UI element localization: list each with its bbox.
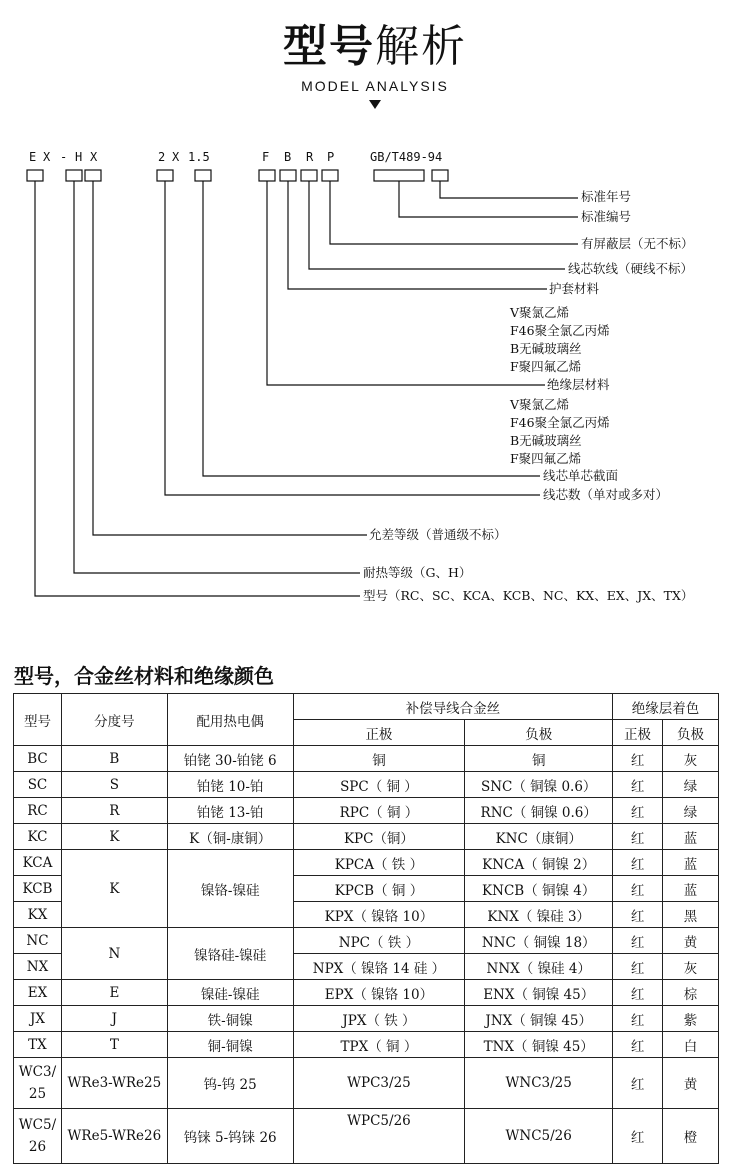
code-char: B <box>284 150 292 164</box>
cell-model: SC <box>14 772 62 798</box>
table-row <box>14 746 719 772</box>
header-cell: 补偿导线合金丝 <box>293 694 613 720</box>
cell-tc: K（铜-康铜） <box>167 824 293 850</box>
cell-color-pos: 红 <box>613 824 663 850</box>
cell-color-pos: 红 <box>613 798 663 824</box>
header-cell: 配用热电偶 <box>167 694 293 746</box>
cell-pos: KPX（ 镍铬 10） <box>293 902 465 928</box>
label-std-no: 标准编号 <box>581 209 632 224</box>
cell-neg: KNCA（ 铜镍 2） <box>465 850 613 876</box>
cell-pos: WPC3/25 <box>293 1058 465 1109</box>
code-char: - <box>60 150 68 164</box>
cell-pos: TPX（ 铜 ） <box>293 1032 465 1058</box>
cell-tc: 镍铬硅-镍硅 <box>167 928 293 980</box>
cell-color-neg: 蓝 <box>663 850 719 876</box>
cell-model: KCB <box>14 876 62 902</box>
cell-grad: J <box>61 1006 167 1032</box>
cell-tc: 铁-铜镍 <box>167 1006 293 1032</box>
table-row <box>14 824 719 850</box>
cell-color-neg: 绿 <box>663 772 719 798</box>
cell-model: KCA <box>14 850 62 876</box>
cell-tc: 镍铬-镍硅 <box>167 850 293 928</box>
cell-tc: 铂铑 10-铂 <box>167 772 293 798</box>
cell-color-pos: 红 <box>613 1109 663 1164</box>
label-material: B无碱玻璃丝 <box>510 341 582 356</box>
cell-grad: B <box>61 746 167 772</box>
table-row <box>14 928 719 954</box>
header-cell: 绝缘层着色 <box>613 694 719 720</box>
table-row <box>14 1006 719 1032</box>
cell-color-pos: 红 <box>613 850 663 876</box>
cell-pos: KPC（铜） <box>293 824 465 850</box>
cell-pos: RPC（ 铜 ） <box>293 798 465 824</box>
code-char: E <box>29 150 37 164</box>
code-char: 1.5 <box>188 150 210 164</box>
code-char: F <box>262 150 270 164</box>
label-std-year: 标准年号 <box>581 189 632 204</box>
cell-pos: KPCA（ 铁 ） <box>293 850 465 876</box>
cell-pos: NPC（ 铁 ） <box>293 928 465 954</box>
label-shield: 有屏蔽层（无不标） <box>581 236 694 251</box>
cell-color-neg: 白 <box>663 1032 719 1058</box>
cell-neg: SNC（ 铜镍 0.6） <box>465 772 613 798</box>
cell-neg: KNC（康铜） <box>465 824 613 850</box>
cell-neg: KNX（ 镍硅 3） <box>465 902 613 928</box>
code-char: H <box>75 150 83 164</box>
cell-color-neg: 黑 <box>663 902 719 928</box>
header-cell: 正极 <box>613 720 663 746</box>
table-row <box>14 1058 719 1109</box>
label-sheath: 护套材料 <box>549 281 600 296</box>
cell-grad: R <box>61 798 167 824</box>
cell-model: NC <box>14 928 62 954</box>
cell-color-pos: 红 <box>613 1032 663 1058</box>
header-cell: 型号 <box>14 694 62 746</box>
cell-tc: 镍硅-镍硅 <box>167 980 293 1006</box>
cell-tc: 钨-钨 25 <box>167 1058 293 1109</box>
cell-color-neg: 蓝 <box>663 876 719 902</box>
cell-neg: 铜 <box>465 746 613 772</box>
cell-neg: TNX（ 铜镍 45） <box>465 1032 613 1058</box>
cell-model: EX <box>14 980 62 1006</box>
cell-tc: 铂铑 13-铂 <box>167 798 293 824</box>
label-heat: 耐热等级（G、H） <box>363 565 472 580</box>
header-cell: 分度号 <box>61 694 167 746</box>
header-cell: 负极 <box>465 720 613 746</box>
cell-color-neg: 紫 <box>663 1006 719 1032</box>
cell-model: NX <box>14 954 62 980</box>
label-model: 型号（RC、SC、KCA、KCB、NC、KX、EX、JX、TX） <box>363 588 694 603</box>
cell-color-pos: 红 <box>613 876 663 902</box>
table-header-row <box>14 694 719 720</box>
cell-grad: K <box>61 850 167 928</box>
cell-neg: KNCB（ 铜镍 4） <box>465 876 613 902</box>
table-row <box>14 772 719 798</box>
table-row <box>14 798 719 824</box>
cell-model: TX <box>14 1032 62 1058</box>
code-char: R <box>306 150 314 164</box>
cell-color-neg: 棕 <box>663 980 719 1006</box>
code-char: X <box>172 150 180 164</box>
page-title: 型号解析 <box>283 21 467 72</box>
cell-color-pos: 红 <box>613 1006 663 1032</box>
code-char: 2 <box>158 150 166 164</box>
cell-model: KX <box>14 902 62 928</box>
cell-color-neg: 绿 <box>663 798 719 824</box>
cell-grad: WRe5-WRe26 <box>61 1109 167 1164</box>
cell-color-neg: 黄 <box>663 928 719 954</box>
cell-neg: ENX（ 铜镍 45） <box>465 980 613 1006</box>
cell-color-neg: 橙 <box>663 1109 719 1164</box>
cell-model: RC <box>14 798 62 824</box>
table-row <box>14 1109 719 1164</box>
cell-color-neg: 黄 <box>663 1058 719 1109</box>
code-char: X <box>43 150 51 164</box>
code-char: P <box>327 150 335 164</box>
cell-color-neg: 蓝 <box>663 824 719 850</box>
cell-tc: 铜-铜镍 <box>167 1032 293 1058</box>
spec-table <box>13 693 719 1164</box>
cell-tc: 钨铼 5-钨铼 26 <box>167 1109 293 1164</box>
table-row <box>14 980 719 1006</box>
cell-model: KC <box>14 824 62 850</box>
cell-neg: NNC（ 铜镍 18） <box>465 928 613 954</box>
cell-grad: WRe3-WRe25 <box>61 1058 167 1109</box>
cell-pos: WPC5/26 <box>293 1109 465 1164</box>
page-subtitle: MODEL ANALYSIS <box>301 78 449 94</box>
cell-color-pos: 红 <box>613 954 663 980</box>
header-cell: 正极 <box>293 720 465 746</box>
label-tolerance: 允差等级（普通级不标） <box>369 527 507 542</box>
cell-model: WC5/26 <box>14 1109 62 1164</box>
cell-grad: T <box>61 1032 167 1058</box>
label-material: F46聚全氯乙丙烯 <box>510 415 610 430</box>
label-material: F聚四氟乙烯 <box>510 451 582 466</box>
label-material: V聚氯乙烯 <box>510 397 570 412</box>
table-row <box>14 850 719 876</box>
section-title: 型号，合金丝材料和绝缘颜色 <box>14 664 274 688</box>
cell-grad: K <box>61 824 167 850</box>
cell-neg: NNX（ 镍硅 4） <box>465 954 613 980</box>
header-cell: 负极 <box>663 720 719 746</box>
cell-color-pos: 红 <box>613 902 663 928</box>
label-section: 线芯单芯截面 <box>543 468 619 483</box>
cell-neg: WNC5/26 <box>465 1109 613 1164</box>
cell-color-pos: 红 <box>613 980 663 1006</box>
cell-neg: RNC（ 铜镍 0.6） <box>465 798 613 824</box>
cell-model: WC3/25 <box>14 1058 62 1109</box>
code-char: X <box>90 150 98 164</box>
label-material: V聚氯乙烯 <box>510 305 570 320</box>
label-material: F46聚全氯乙丙烯 <box>510 323 610 338</box>
cell-color-neg: 灰 <box>663 746 719 772</box>
cell-color-pos: 红 <box>613 928 663 954</box>
code-standard: GB/T489-94 <box>370 150 443 164</box>
label-soft: 线芯软线（硬线不标） <box>568 261 694 276</box>
label-cores: 线芯数（单对或多对） <box>543 487 669 502</box>
cell-model: JX <box>14 1006 62 1032</box>
cell-pos: SPC（ 铜 ） <box>293 772 465 798</box>
cell-neg: WNC3/25 <box>465 1058 613 1109</box>
cell-pos: NPX（ 镍铬 14 硅 ） <box>293 954 465 980</box>
label-material: F聚四氟乙烯 <box>510 359 582 374</box>
down-arrow-icon <box>369 100 381 109</box>
label-insulation: 绝缘层材料 <box>547 377 610 392</box>
cell-pos: JPX（ 铁 ） <box>293 1006 465 1032</box>
cell-pos: EPX（ 镍铬 10） <box>293 980 465 1006</box>
cell-pos: 铜 <box>293 746 465 772</box>
cell-color-pos: 红 <box>613 772 663 798</box>
cell-grad: E <box>61 980 167 1006</box>
cell-grad: S <box>61 772 167 798</box>
cell-neg: JNX（ 铜镍 45） <box>465 1006 613 1032</box>
cell-model: BC <box>14 746 62 772</box>
table-row <box>14 1032 719 1058</box>
cell-color-neg: 灰 <box>663 954 719 980</box>
cell-tc: 铂铑 30-铂铑 6 <box>167 746 293 772</box>
cell-color-pos: 红 <box>613 1058 663 1109</box>
label-material: B无碱玻璃丝 <box>510 433 582 448</box>
cell-pos: KPCB（ 铜 ） <box>293 876 465 902</box>
cell-color-pos: 红 <box>613 746 663 772</box>
cell-grad: N <box>61 928 167 980</box>
